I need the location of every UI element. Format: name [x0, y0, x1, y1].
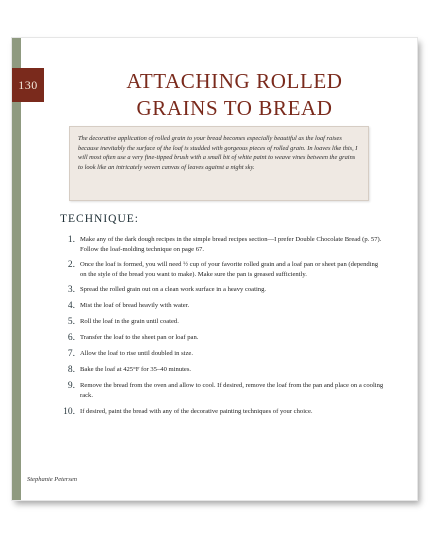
step-text: Allow the loaf to rise until doubled in size. [80, 350, 193, 358]
step-number: 6. [67, 333, 75, 344]
intro-box: The decorative application of rolled grain to your bread becomes especially beautiful as the loaf raises because inevitably the surface of the loaf is studded with gorgeous pieces of rolled grain. In loaves like this, I will most often use a very fine-tipped brush with a small bit of white paint to weave vines between the grains to look like an intricately woven canvas of leaves against a night sky. [69, 126, 369, 201]
steps-list [58, 235, 384, 423]
step-text: Once the loaf is formed, you will need ½ cup of your favorite rolled grain and a loaf pan or sheet pan (depending on the style of the bread you want to make). Make sure the pan is greased sufficiently. [80, 261, 379, 278]
step-text: Remove the bread from the oven and allow to cool. If desired, remove the loaf from the pan and place on a cooling rack. [80, 382, 384, 399]
side-color-bar [12, 38, 21, 500]
title-line-2: GRAINS TO BREAD [136, 96, 333, 120]
step-item [58, 285, 384, 295]
page-number: 130 [12, 68, 44, 102]
step-item [58, 317, 384, 327]
step-text: Mist the loaf of bread heavily with water. [80, 302, 190, 310]
title-line-1: ATTACHING ROLLED [126, 69, 343, 93]
step-number: 10. [63, 406, 75, 417]
step-item [58, 381, 384, 400]
step-number: 1. [67, 235, 75, 245]
step-text: Spread the rolled grain out on a clean work surface in a heavy coating. [80, 286, 267, 294]
step-number: 5. [67, 317, 75, 328]
step-item [58, 349, 384, 359]
step-text: Transfer the loaf to the sheet pan or loaf pan. [80, 334, 199, 342]
author-footer: Stephanie Petersen [27, 476, 77, 483]
step-text: Bake the loaf at 425°F for 35–40 minutes. [80, 366, 192, 374]
step-number: 3. [67, 285, 75, 296]
step-number: 8. [67, 365, 75, 376]
step-number: 9. [67, 381, 75, 392]
step-text: Roll the loaf in the grain until coated. [80, 318, 179, 326]
step-item [58, 235, 384, 254]
section-heading: TECHNIQUE: [60, 213, 139, 225]
step-item [58, 260, 384, 279]
step-item [58, 301, 384, 311]
book-page [12, 38, 417, 500]
step-number: 2. [67, 260, 75, 271]
step-text: If desired, paint the bread with any of the decorative painting techniques of your choice. [80, 407, 313, 415]
step-item [58, 333, 384, 343]
step-number: 4. [67, 301, 75, 312]
step-item [58, 407, 384, 417]
step-text: Make any of the dark dough recipes in the simple bread recipes section—I prefer Double Chocolate Bread (p. 57). Follow the loaf-molding technique on page 67. [80, 236, 382, 253]
page-title [52, 68, 417, 122]
step-item [58, 365, 384, 375]
step-number: 7. [67, 349, 75, 360]
